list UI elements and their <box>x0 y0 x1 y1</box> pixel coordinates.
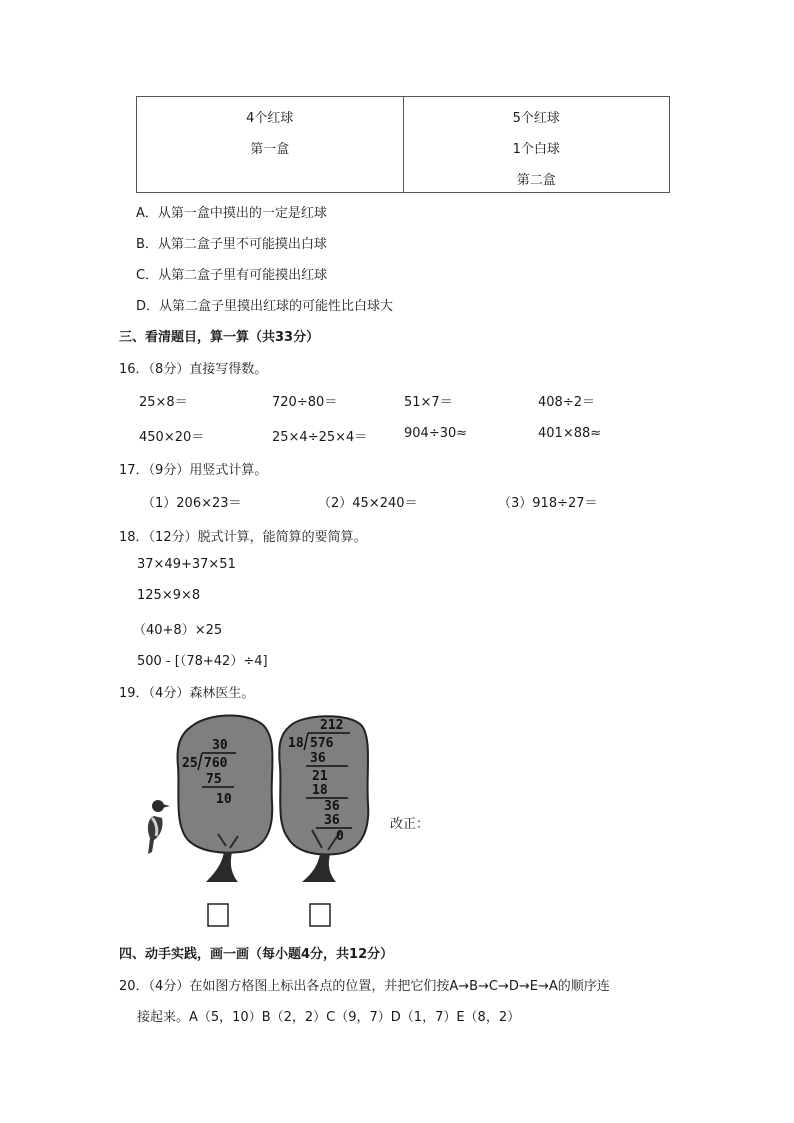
question-17-title: 17．（9分）用竖式计算。 <box>119 463 268 478</box>
q16-item: 51×7＝ <box>404 395 453 410</box>
q17-item: （2）45×240＝ <box>318 496 418 511</box>
question-20-line1: 20．（4分）在如图方格图上标出各点的位置，并把它们按A→B→C→D→E→A的顺序连 <box>119 979 610 994</box>
option-c: C．从第二盒子里有可能摸出红球 <box>136 268 328 283</box>
question-19-title: 19．（4分）森林医生。 <box>119 686 255 701</box>
woodpecker-icon <box>148 800 170 854</box>
tree2-step: 18 <box>312 783 328 798</box>
tree1-quotient: 30 <box>212 738 228 753</box>
q16-item: 25×4÷25×4＝ <box>272 430 368 445</box>
box-two-content-red: 5个红球 <box>512 111 560 126</box>
q18-item: 37×49+37×51 <box>137 557 236 572</box>
q16-item: 450×20＝ <box>139 430 205 445</box>
option-b: B．从第二盒子里不可能摸出白球 <box>136 237 327 252</box>
question-20-line2: 接起来。A（5，10）B（2，2）C（9，7）D（1，7）E（8，2） <box>137 1010 521 1025</box>
section-four-title: 四、动手实践，画一画（每小题4分，共12分） <box>119 947 394 962</box>
box-one-cell <box>137 97 403 192</box>
q16-item: 408÷2＝ <box>538 395 595 410</box>
question-16-title: 16．（8分）直接写得数。 <box>119 362 268 377</box>
q18-item: （40+8）×25 <box>133 623 223 638</box>
q17-item: （3）918÷27＝ <box>498 496 598 511</box>
tree2-step: 21 <box>312 769 328 784</box>
q16-item: 720÷80＝ <box>272 395 338 410</box>
tree2-step: 36 <box>324 799 340 814</box>
tree1-remainder: 10 <box>216 792 232 807</box>
forest-doctor-illustration <box>140 712 372 930</box>
box-one-label: 第一盒 <box>250 142 290 157</box>
tree1-dividend: 760 <box>204 756 228 771</box>
q17-item: （1）206×23＝ <box>142 496 242 511</box>
tree2-quotient: 212 <box>320 718 344 733</box>
correction-label: 改正： <box>390 817 430 832</box>
q18-item: 500 - [（78+42）÷4] <box>137 654 268 669</box>
tree2-step: 36 <box>310 751 326 766</box>
box-two-content-white: 1个白球 <box>512 142 560 157</box>
tree2-divisor: 18 <box>288 736 304 751</box>
tree1-step: 75 <box>206 772 222 787</box>
option-d: D．从第二盒子里摸出红球的可能性比白球大 <box>136 299 394 314</box>
q16-item: 25×8＝ <box>139 395 188 410</box>
question-18-title: 18．（12分）脱式计算，能简算的要简算。 <box>119 530 367 545</box>
box-two-cell <box>403 97 670 192</box>
tree2-dividend: 576 <box>310 736 334 751</box>
tree2-remainder: 0 <box>336 829 344 844</box>
box-one-content: 4个红球 <box>246 111 294 126</box>
tree1-divisor: 25 <box>182 756 198 771</box>
q16-item: 904÷30≈ <box>404 426 468 441</box>
section-three-title: 三、看清题目，算一算（共33分） <box>119 330 320 345</box>
q18-item: 125×9×8 <box>137 588 201 603</box>
tree2-step: 36 <box>324 813 340 828</box>
box-two-label: 第二盒 <box>516 173 556 188</box>
q16-item: 401×88≈ <box>538 426 602 441</box>
option-a: A．从第一盒中摸出的一定是红球 <box>136 206 327 221</box>
ball-box-table <box>136 96 670 193</box>
